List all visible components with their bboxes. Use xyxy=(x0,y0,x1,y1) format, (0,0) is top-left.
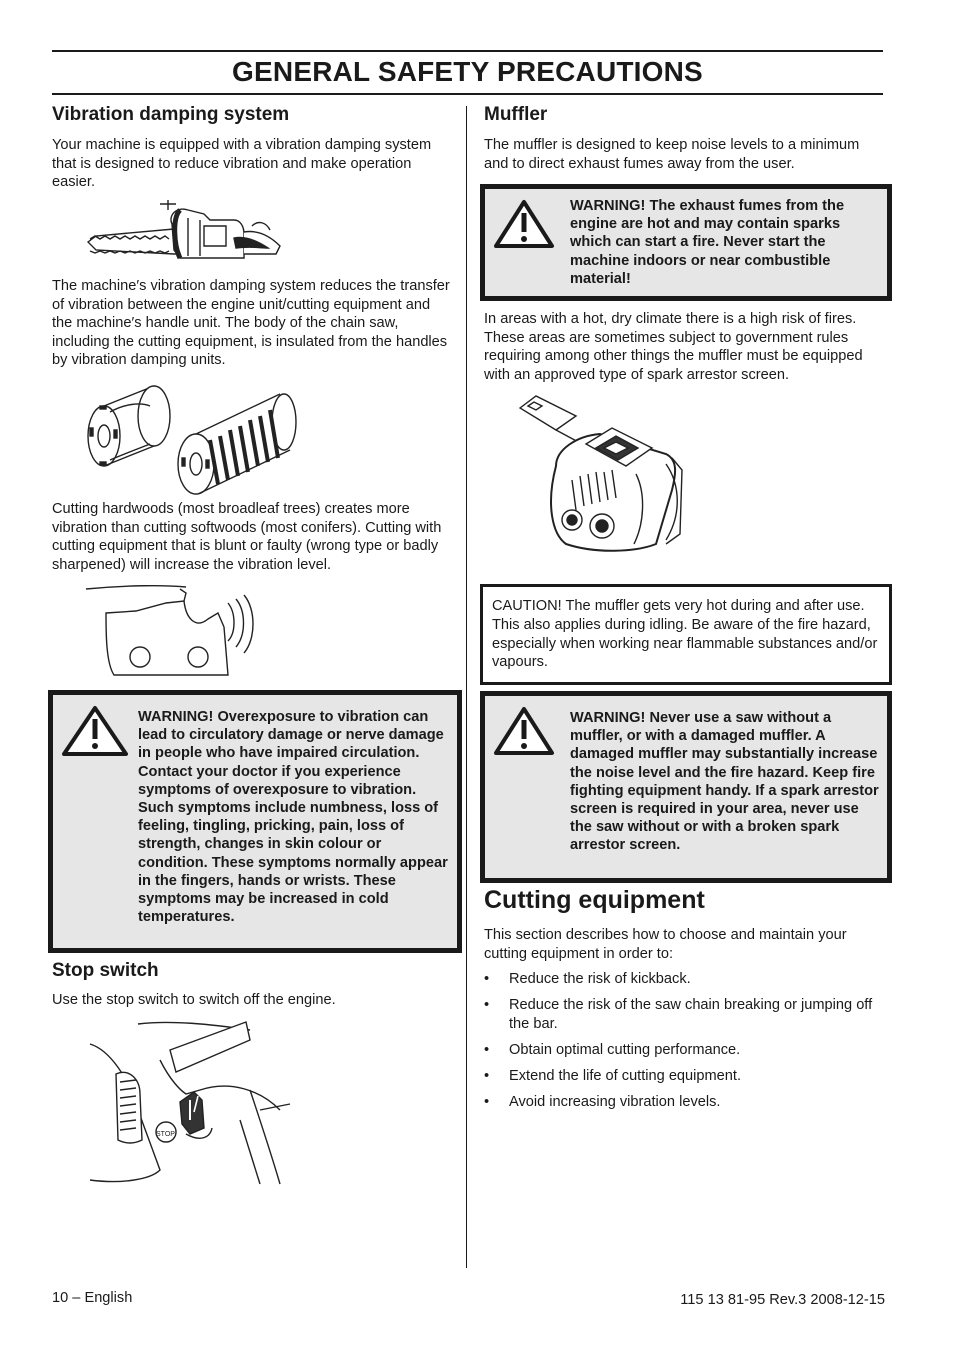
footer-page-number: 10 – English xyxy=(52,1290,133,1306)
stop-switch-heading: Stop switch xyxy=(52,960,159,981)
cutting-equipment-list xyxy=(484,970,884,1119)
muffler-illustration xyxy=(516,394,686,554)
muffler-warning-text-2: WARNING! Never use a saw without a muffler, or with a damaged muffler. A damaged muffler may substantially increase the noise level and the fire hazard. Keep fire fighting equipment handy. If a spark arrestor screen is required in your area, never use the saw without or with a broken spark arrestor screen. xyxy=(570,710,879,854)
footer-doc-id: 115 13 81-95 Rev.3 2008-12-15 xyxy=(680,1292,885,1308)
warning-triangle-icon xyxy=(61,705,129,757)
list-item: • Reduce the risk of the saw chain breaking or jumping off the bar. xyxy=(484,997,873,1032)
page-title: GENERAL SAFETY PRECAUTIONS xyxy=(232,56,703,87)
muffler-warning-box xyxy=(480,184,892,301)
header-rule-bottom xyxy=(52,93,883,95)
bullet-icon: • xyxy=(484,1093,490,1110)
vibration-warning-box xyxy=(48,690,462,953)
cutting-equipment-intro: This section describes how to choose and maintain your cutting equipment in order to: xyxy=(484,927,847,962)
bullet-icon: • xyxy=(484,971,490,987)
bullet-icon: • xyxy=(484,1067,490,1084)
vibration-paragraph-3: Cutting hardwoods (most broadleaf trees) creates more vibration than cutting softwoods (most conifers). Cutting with cutting equipment that is blunt or faulty (wrong type or badly sharpened) will increase the vibration level. xyxy=(52,501,442,573)
vibration-paragraph-2: The machine′s vibration damping system reduces the transfer of vibration between the engine unit/cutting equipment and the machine′s handle unit. The body of the chain saw, including the cutting equipment, is insulated from the handles by vibration damping units. xyxy=(52,278,450,368)
list-item: • Reduce the risk of kickback. xyxy=(484,971,691,987)
column-divider xyxy=(466,106,467,1268)
warning-triangle-icon xyxy=(493,706,555,756)
saw-chain-illustration xyxy=(86,583,261,683)
cutting-equipment-heading: Cutting equipment xyxy=(484,886,705,914)
stop-switch-paragraph: Use the stop switch to switch off the engine. xyxy=(52,992,336,1008)
list-item: • Avoid increasing vibration levels. xyxy=(484,1093,721,1110)
vibration-paragraph-1: Your machine is equipped with a vibration damping system that is designed to reduce vibration and make operation easier. xyxy=(52,137,432,190)
muffler-paragraph-1: The muffler is designed to keep noise levels to a minimum and to direct exhaust fumes away from the user. xyxy=(484,137,860,172)
vibration-warning-text: WARNING! Overexposure to vibration can lead to circulatory damage or nerve damage in people who have impaired circulation. Contact your doctor if you experience symptoms of overexposure to vibration. Such symptoms include numbness, loss of feeling, tingling, pricking, pain, loss of strength, changes in skin colour or condition. These symptoms normally appear in the fingers, hands or wrists. These symptoms may be increased in cold temperatures. xyxy=(138,709,448,926)
bullet-icon: • xyxy=(484,1041,490,1058)
muffler-paragraph-2: In areas with a hot, dry climate there is a high risk of fires. These areas are sometimes subject to government rules requiring among other things the muffler must be equipped with an approved type of spark arrestor screen. xyxy=(484,311,863,383)
list-item: • Obtain optimal cutting performance. xyxy=(484,1041,741,1058)
muffler-caution-box xyxy=(480,584,892,685)
vibration-heading: Vibration damping system xyxy=(52,104,290,125)
warning-triangle-icon xyxy=(493,199,555,249)
muffler-warning-text: WARNING! The exhaust fumes from the engine are hot and may contain sparks which can start a fire. Never start the machine indoors or near combustible material! xyxy=(570,198,845,287)
vibration-damper-illustration xyxy=(84,380,304,498)
chainsaw-illustration xyxy=(84,196,284,272)
muffler-heading: Muffler xyxy=(484,104,548,125)
bullet-icon: • xyxy=(484,997,490,1013)
muffler-caution-text: CAUTION! The muffler gets very hot during and after use. This also applies during idling. Be aware of the fire hazard, especially when working near flammable substances and/or vapours. xyxy=(492,598,878,671)
stop-label: STOP xyxy=(156,1131,175,1138)
stop-switch-illustration xyxy=(90,1020,290,1188)
list-item: • Extend the life of cutting equipment. xyxy=(484,1067,742,1084)
header-rule-top xyxy=(52,50,883,52)
muffler-warning-box-2 xyxy=(480,691,892,883)
